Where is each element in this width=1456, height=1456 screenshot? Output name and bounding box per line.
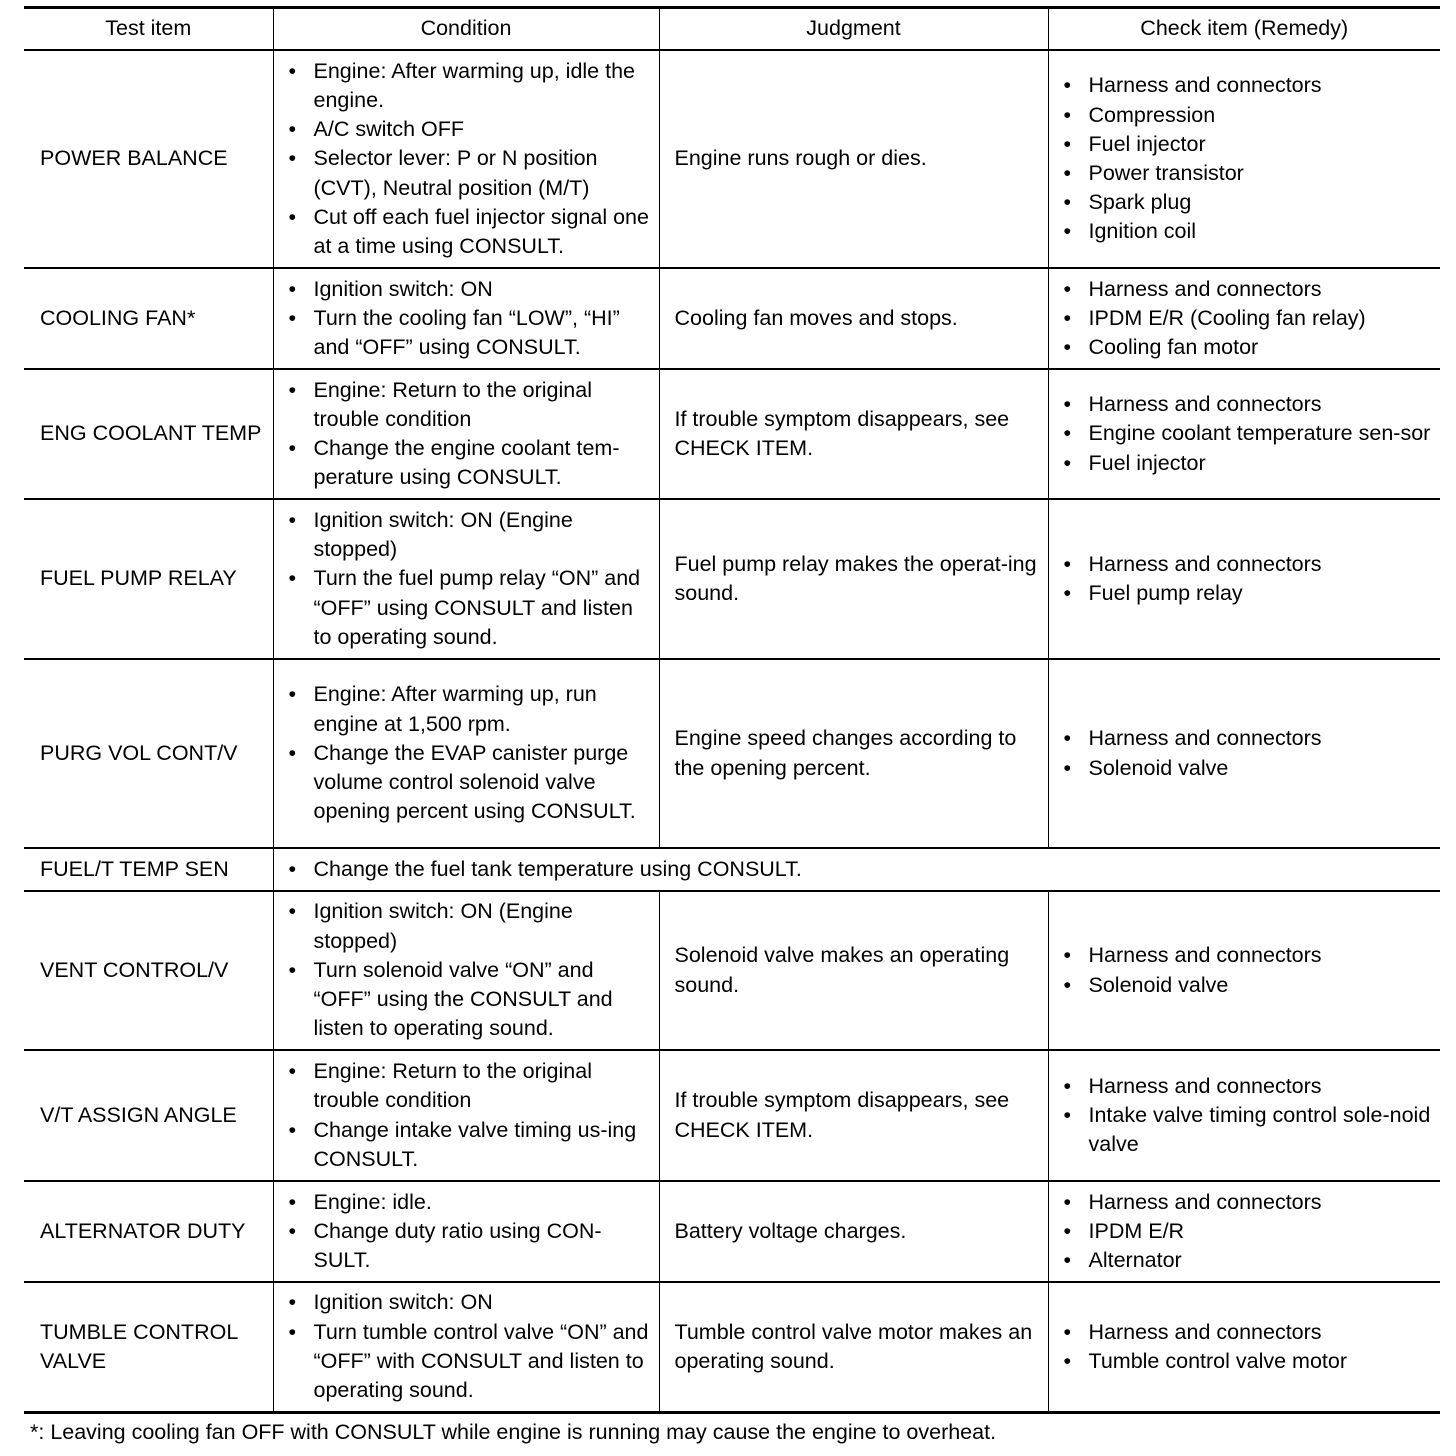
condition-bullet: • Change the fuel tank temperature using CONSULT.: [289, 855, 1435, 884]
check-bullet: • Harness and connectors: [1064, 390, 1435, 419]
test-item-cell: ALTERNATOR DUTY: [24, 1181, 273, 1282]
check-bullet: • Cooling fan motor: [1064, 333, 1435, 362]
table-row: [24, 50, 1440, 268]
header-condition: Condition: [273, 8, 659, 51]
test-item-cell: VENT CONTROL/V: [24, 891, 273, 1050]
check-bullet: • Harness and connectors: [1064, 71, 1435, 100]
condition-bullet: • Turn tumble control valve “ON” and “OFF” with CONSULT and listen to operating sound.: [289, 1318, 653, 1406]
test-item-cell: POWER BALANCE: [24, 50, 273, 268]
header-check-item: Check item (Remedy): [1048, 8, 1440, 51]
table-row: [24, 848, 1440, 891]
check-bullet: • Fuel injector: [1064, 130, 1435, 159]
condition-cell: [273, 659, 659, 848]
condition-cell: [273, 1050, 659, 1181]
check-bullet: • Power transistor: [1064, 159, 1435, 188]
table-header-row: [24, 8, 1440, 51]
check-item-cell: [1048, 659, 1440, 848]
active-test-table: [24, 6, 1440, 1414]
check-bullet: • Harness and connectors: [1064, 1072, 1435, 1101]
check-item-cell: [1048, 369, 1440, 499]
condition-bullet: • Ignition switch: ON: [289, 1288, 653, 1317]
check-bullet: • Tumble control valve motor: [1064, 1347, 1435, 1376]
test-item-cell: ENG COOLANT TEMP: [24, 369, 273, 499]
judgment-cell: Solenoid valve makes an operating sound.: [659, 891, 1048, 1050]
check-bullet: • Harness and connectors: [1064, 941, 1435, 970]
condition-cell: [273, 50, 659, 268]
check-bullet: • IPDM E/R: [1064, 1217, 1435, 1246]
active-test-document: [24, 6, 1440, 1414]
condition-bullet: • Engine: Return to the original trouble condition: [289, 1057, 653, 1115]
check-bullet: • Engine coolant temperature sen-sor: [1064, 419, 1435, 448]
judgment-cell: If trouble symptom disappears, see CHECK ITEM.: [659, 1050, 1048, 1181]
judgment-cell: Cooling fan moves and stops.: [659, 268, 1048, 369]
check-bullet: • Solenoid valve: [1064, 971, 1435, 1000]
condition-cell: [273, 1282, 659, 1412]
check-item-cell: [1048, 1181, 1440, 1282]
check-item-cell: [1048, 1282, 1440, 1412]
test-item-cell: PURG VOL CONT/V: [24, 659, 273, 848]
condition-bullet: • Change the EVAP canister purge volume control solenoid valve opening percent using CONSULT.: [289, 739, 653, 827]
check-bullet: • Harness and connectors: [1064, 1188, 1435, 1217]
condition-bullet: • Engine: Return to the original trouble condition: [289, 376, 653, 434]
check-bullet: • Spark plug: [1064, 188, 1435, 217]
condition-bullet: • Change duty ratio using CON-SULT.: [289, 1217, 653, 1275]
judgment-cell: Engine runs rough or dies.: [659, 50, 1048, 268]
test-item-cell: TUMBLE CONTROL VALVE: [24, 1282, 273, 1412]
judgment-cell: Fuel pump relay makes the operat-ing sound.: [659, 499, 1048, 659]
condition-bullet: • Turn the cooling fan “LOW”, “HI” and “OFF” using CONSULT.: [289, 304, 653, 362]
condition-bullet: • Ignition switch: ON: [289, 275, 653, 304]
test-item-cell: FUEL/T TEMP SEN: [24, 848, 273, 891]
header-test-item: Test item: [24, 8, 273, 51]
condition-bullet: • Ignition switch: ON (Engine stopped): [289, 897, 653, 955]
check-bullet: • Harness and connectors: [1064, 1318, 1435, 1347]
check-bullet: • Fuel injector: [1064, 449, 1435, 478]
table-row: [24, 1050, 1440, 1181]
table-row: [24, 1181, 1440, 1282]
test-item-cell: V/T ASSIGN ANGLE: [24, 1050, 273, 1181]
condition-bullet: • A/C switch OFF: [289, 115, 653, 144]
check-bullet: • Alternator: [1064, 1246, 1435, 1275]
condition-cell: [273, 891, 659, 1050]
test-item-cell: COOLING FAN*: [24, 268, 273, 369]
test-item-cell: FUEL PUMP RELAY: [24, 499, 273, 659]
condition-cell: [273, 268, 659, 369]
judgment-cell: Tumble control valve motor makes an operating sound.: [659, 1282, 1048, 1412]
check-item-cell: [1048, 268, 1440, 369]
check-item-cell: [1048, 50, 1440, 268]
check-bullet: • Intake valve timing control sole-noid valve: [1064, 1101, 1435, 1159]
check-bullet: • Solenoid valve: [1064, 754, 1435, 783]
table-row: [24, 891, 1440, 1050]
condition-bullet: • Ignition switch: ON (Engine stopped): [289, 506, 653, 564]
check-bullet: • Harness and connectors: [1064, 550, 1435, 579]
condition-bullet: • Change the engine coolant tem-perature using CONSULT.: [289, 434, 653, 492]
check-item-cell: [1048, 1050, 1440, 1181]
table-row: [24, 268, 1440, 369]
condition-cell: [273, 848, 1440, 891]
condition-bullet: • Engine: idle.: [289, 1188, 653, 1217]
footnote: *: Leaving cooling fan OFF with CONSULT while engine is running may cause the engine to overheat.: [30, 1420, 997, 1444]
condition-cell: [273, 499, 659, 659]
judgment-cell: If trouble symptom disappears, see CHECK ITEM.: [659, 369, 1048, 499]
table-row: [24, 369, 1440, 499]
judgment-cell: Battery voltage charges.: [659, 1181, 1048, 1282]
condition-bullet: • Selector lever: P or N position (CVT), Neutral position (M/T): [289, 144, 653, 202]
check-item-cell: [1048, 891, 1440, 1050]
condition-bullet: • Engine: After warming up, run engine at 1,500 rpm.: [289, 680, 653, 738]
condition-cell: [273, 1181, 659, 1282]
condition-bullet: • Turn the fuel pump relay “ON” and “OFF” using CONSULT and listen to operating sound.: [289, 564, 653, 652]
table-row: [24, 659, 1440, 848]
check-bullet: • IPDM E/R (Cooling fan relay): [1064, 304, 1435, 333]
table-row: [24, 1282, 1440, 1412]
check-bullet: • Harness and connectors: [1064, 275, 1435, 304]
check-bullet: • Fuel pump relay: [1064, 579, 1435, 608]
check-bullet: • Harness and connectors: [1064, 724, 1435, 753]
check-bullet: • Compression: [1064, 101, 1435, 130]
condition-bullet: • Turn solenoid valve “ON” and “OFF” using the CONSULT and listen to operating sound.: [289, 956, 653, 1044]
table-row: [24, 499, 1440, 659]
judgment-cell: Engine speed changes according to the opening percent.: [659, 659, 1048, 848]
condition-bullet: • Change intake valve timing us-ing CONSULT.: [289, 1116, 653, 1174]
condition-bullet: • Engine: After warming up, idle the engine.: [289, 57, 653, 115]
check-item-cell: [1048, 499, 1440, 659]
header-judgment: Judgment: [659, 8, 1048, 51]
condition-bullet: • Cut off each fuel injector signal one at a time using CONSULT.: [289, 203, 653, 261]
check-bullet: • Ignition coil: [1064, 217, 1435, 246]
condition-cell: [273, 369, 659, 499]
